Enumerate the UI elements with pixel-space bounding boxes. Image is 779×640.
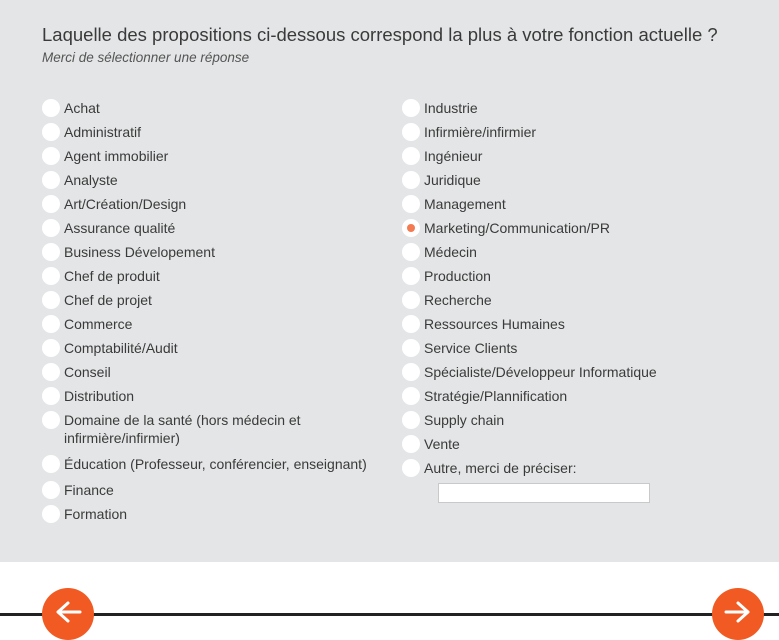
radio-button[interactable] bbox=[42, 387, 60, 405]
option-label: Distribution bbox=[64, 388, 135, 404]
option-achat[interactable] bbox=[42, 96, 382, 120]
previous-button[interactable] bbox=[42, 588, 94, 640]
option-label: Marketing/Communication/PR bbox=[424, 220, 610, 236]
radio-button[interactable] bbox=[42, 99, 60, 117]
radio-button[interactable] bbox=[402, 219, 420, 237]
option-comptabilite-audit[interactable] bbox=[42, 336, 382, 360]
option-label: Conseil bbox=[64, 364, 111, 380]
option-finance[interactable] bbox=[42, 478, 382, 502]
option-domaine-de-la-sante-hors-medecin-et-infi[interactable] bbox=[42, 408, 382, 452]
radio-button[interactable] bbox=[42, 243, 60, 261]
radio-button[interactable] bbox=[402, 147, 420, 165]
option-autre-merci-de-preciser[interactable] bbox=[402, 456, 772, 480]
option-infirmiere-infirmier[interactable] bbox=[402, 120, 772, 144]
option-label: Art/Création/Design bbox=[64, 196, 187, 212]
options-column-left bbox=[42, 96, 382, 526]
radio-button[interactable] bbox=[42, 339, 60, 357]
option-art-creation-design[interactable] bbox=[42, 192, 382, 216]
option-conseil[interactable] bbox=[42, 360, 382, 384]
radio-button[interactable] bbox=[42, 171, 60, 189]
option-chef-de-projet[interactable] bbox=[42, 288, 382, 312]
radio-button[interactable] bbox=[402, 363, 420, 381]
option-analyste[interactable] bbox=[42, 168, 382, 192]
option-label: Agent immobilier bbox=[64, 148, 169, 164]
question-hint: Merci de sélectionner une réponse bbox=[42, 50, 250, 65]
option-management[interactable] bbox=[402, 192, 772, 216]
radio-button[interactable] bbox=[402, 267, 420, 285]
option-label: Assurance qualité bbox=[64, 220, 176, 236]
option-distribution[interactable] bbox=[42, 384, 382, 408]
option-agent-immobilier[interactable] bbox=[42, 144, 382, 168]
option-label: Ingénieur bbox=[424, 148, 483, 164]
radio-button[interactable] bbox=[42, 195, 60, 213]
option-specialiste-developpeur-informatique[interactable] bbox=[402, 360, 772, 384]
option-label: Finance bbox=[64, 482, 114, 498]
option-marketing-communication-pr[interactable] bbox=[402, 216, 772, 240]
radio-button[interactable] bbox=[402, 123, 420, 141]
option-supply-chain[interactable] bbox=[402, 408, 772, 432]
option-label: Administratif bbox=[64, 124, 142, 140]
radio-button[interactable] bbox=[402, 243, 420, 261]
option-label: Chef de produit bbox=[64, 268, 160, 284]
option-recherche[interactable] bbox=[402, 288, 772, 312]
option-label: Ressources Humaines bbox=[424, 316, 565, 332]
option-administratif[interactable] bbox=[42, 120, 382, 144]
option-label: Domaine de la santé (hors médecin et infirmière/infirmier) bbox=[64, 412, 301, 446]
option-label: Achat bbox=[64, 100, 100, 116]
radio-button[interactable] bbox=[42, 455, 60, 473]
radio-button[interactable] bbox=[42, 291, 60, 309]
radio-button[interactable] bbox=[402, 291, 420, 309]
option-label: Recherche bbox=[424, 292, 492, 308]
option-label: Supply chain bbox=[424, 412, 505, 428]
other-specify-input[interactable] bbox=[438, 483, 650, 503]
radio-button[interactable] bbox=[42, 147, 60, 165]
option-chef-de-produit[interactable] bbox=[42, 264, 382, 288]
radio-button[interactable] bbox=[42, 123, 60, 141]
option-label: Industrie bbox=[424, 100, 478, 116]
option-strategie-plannification[interactable] bbox=[402, 384, 772, 408]
options-column-right bbox=[402, 96, 772, 480]
arrow-left-icon bbox=[54, 600, 82, 624]
option-education-professeur-conferencier-enseig[interactable] bbox=[42, 452, 382, 478]
option-production[interactable] bbox=[402, 264, 772, 288]
option-ressources-humaines[interactable] bbox=[402, 312, 772, 336]
option-service-clients[interactable] bbox=[402, 336, 772, 360]
option-industrie[interactable] bbox=[402, 96, 772, 120]
option-label: Commerce bbox=[64, 316, 133, 332]
option-label: Autre, merci de préciser: bbox=[424, 460, 577, 476]
radio-button[interactable] bbox=[42, 411, 60, 429]
option-label: Juridique bbox=[424, 172, 481, 188]
option-assurance-qualite[interactable] bbox=[42, 216, 382, 240]
option-label: Analyste bbox=[64, 172, 118, 188]
option-label: Service Clients bbox=[424, 340, 518, 356]
option-formation[interactable] bbox=[42, 502, 382, 526]
option-juridique[interactable] bbox=[402, 168, 772, 192]
radio-button[interactable] bbox=[42, 481, 60, 499]
radio-button[interactable] bbox=[402, 339, 420, 357]
radio-button[interactable] bbox=[402, 315, 420, 333]
radio-button[interactable] bbox=[42, 505, 60, 523]
option-label: Management bbox=[424, 196, 506, 212]
radio-button[interactable] bbox=[402, 411, 420, 429]
radio-button[interactable] bbox=[42, 315, 60, 333]
option-label: Formation bbox=[64, 506, 128, 522]
question-title: Laquelle des propositions ci-dessous correspond la plus à votre fonction actuelle ? bbox=[42, 24, 718, 45]
radio-button[interactable] bbox=[402, 195, 420, 213]
option-label: Production bbox=[424, 268, 491, 284]
radio-button[interactable] bbox=[402, 387, 420, 405]
option-label: Business Dévelopement bbox=[64, 244, 215, 260]
option-medecin[interactable] bbox=[402, 240, 772, 264]
arrow-right-icon bbox=[724, 600, 752, 624]
radio-button[interactable] bbox=[402, 459, 420, 477]
radio-button[interactable] bbox=[402, 99, 420, 117]
next-button[interactable] bbox=[712, 588, 764, 640]
option-ingenieur[interactable] bbox=[402, 144, 772, 168]
option-label: Comptabilité/Audit bbox=[64, 340, 178, 356]
option-label: Stratégie/Plannification bbox=[424, 388, 568, 404]
radio-button[interactable] bbox=[402, 171, 420, 189]
option-label: Vente bbox=[424, 436, 460, 452]
radio-button[interactable] bbox=[42, 363, 60, 381]
option-business-developement[interactable] bbox=[42, 240, 382, 264]
radio-button[interactable] bbox=[402, 435, 420, 453]
radio-button[interactable] bbox=[42, 267, 60, 285]
option-label: Médecin bbox=[424, 244, 477, 260]
option-label: Éducation (Professeur, conférencier, enseignant) bbox=[64, 456, 367, 472]
option-commerce[interactable] bbox=[42, 312, 382, 336]
option-vente[interactable] bbox=[402, 432, 772, 456]
option-label: Chef de projet bbox=[64, 292, 152, 308]
option-label: Spécialiste/Développeur Informatique bbox=[424, 364, 657, 380]
option-label: Infirmière/infirmier bbox=[424, 124, 537, 140]
radio-button[interactable] bbox=[42, 219, 60, 237]
